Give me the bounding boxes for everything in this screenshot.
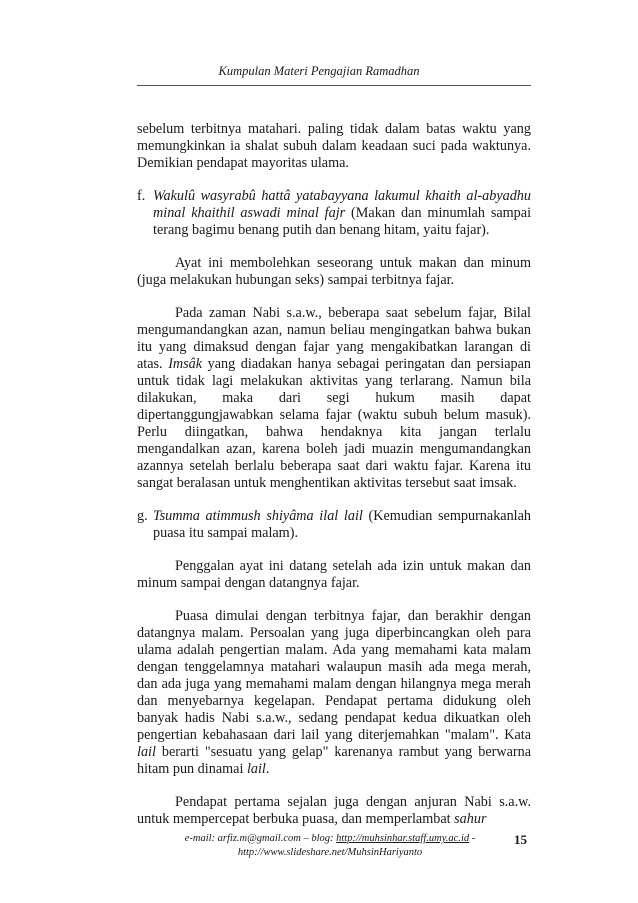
list-item-letter: g. bbox=[137, 508, 148, 524]
sahur-term: sahur bbox=[454, 811, 487, 827]
paragraph: Pada zaman Nabi s.a.w., beberapa saat sebelum fajar, Bilal mengumandangkan azan, namun beliau mengingatkan bahwa bukan itu yang dimaksud dengan fajar yang mengakibatkan larangan di atas. Imsâk yang diadakan hanya sebagai peringatan dan persiapan untuk tidak lagi melakukan aktivitas yang terlarang. Namun bila dilakukan, maka dari segi hukum masih dapat dipertanggungjawabkan selama fajar (waktu subuh belum masuk). Perlu diingatkan, bahwa hendaknya kita jangan terlalu mengandalkan azan, karena boleh jadi muazin mengumandangkan azannya setelah berlalu beberapa saat dari waktu fajar. Karena itu sangat beralasan untuk menghentikan aktivitas tersebut saat imsak. bbox=[137, 305, 531, 491]
paragraph: Ayat ini membolehkan seseorang untuk makan dan minum (juga melakukan hubungan seks) sampai terbitnya fajar. bbox=[137, 255, 531, 288]
blog-link[interactable]: http://muhsinhar.staff.umy.ac.id bbox=[336, 833, 470, 844]
paragraph: Penggalan ayat ini datang setelah ada izin untuk makan dan minum sampai dengan datangnya fajar. bbox=[137, 558, 531, 591]
arabic-transliteration: Wakulû wasyrabû hattâ yatabayyana lakumul khaith al-abyadhu minal khaithil aswadi minal fajr bbox=[153, 188, 531, 221]
list-item-body bbox=[153, 188, 531, 239]
lail-term: lail bbox=[137, 744, 156, 760]
paragraph-continuation: sebelum terbitnya matahari. paling tidak dalam batas waktu yang memungkinkan ia shalat subuh dalam keadaan suci pada waktunya. Demikian pendapat mayoritas ulama. bbox=[137, 121, 531, 171]
page-footer: e-mail: arfiz.m@gmail.com – blog: http://muhsinhar.staff.umy.ac.id - http://www.slideshare.net/MuhsinHariyanto bbox=[184, 833, 476, 858]
list-item-letter: f. bbox=[137, 188, 146, 204]
paragraph: Pendapat pertama sejalan juga dengan anjuran Nabi s.a.w. untuk mempercepat berbuka puasa, dan memperlambat sahur bbox=[137, 794, 531, 827]
lail-term: lail bbox=[246, 761, 266, 777]
translation-text: (Makan dan minumlah sampai terang bagimu benang putih dan benang hitam, yaitu fajar). bbox=[153, 205, 532, 238]
list-item-g bbox=[137, 508, 531, 542]
arabic-transliteration: Tsumma atimmush shiyâma ilal lail bbox=[153, 508, 363, 524]
header-divider bbox=[137, 85, 531, 86]
page-number: 15 bbox=[514, 832, 527, 847]
paragraph: Puasa dimulai dengan terbitnya fajar, dan berakhir dengan datangnya malam. Persoalan yang juga diperbincangkan oleh para ulama adalah pengertian malam. Ada yang memahami kata malam dengan tenggelamnya matahari walaupun masih ada mega merah, dan ada juga yang memahami malam dengan hilangnya mega merah dan menyebarnya kegelapan. Pendapat pertama didukung oleh banyak hadis Nabi s.a.w., sedang pendapat kedua dikuatkan oleh pengertian kebahasaan dari lail yang diterjemahkan "malam". Kata lail berarti "sesuatu yang gelap" karenanya rambut yang berwarna hitam pun dinamai lail. bbox=[137, 608, 531, 777]
imsak-term: Imsâk bbox=[168, 356, 203, 372]
slideshare-link[interactable]: http://www.slideshare.net/MuhsinHariyanto bbox=[237, 847, 423, 858]
list-item-body bbox=[153, 508, 531, 542]
list-item-f bbox=[137, 188, 531, 239]
translation-text: (Kemudian sempurnakanlah puasa itu sampai malam). bbox=[153, 508, 532, 541]
page-header: Kumpulan Materi Pengajian Ramadhan bbox=[218, 64, 420, 78]
page-body bbox=[137, 121, 531, 844]
footer-email: e-mail: arfiz.m@gmail.com bbox=[184, 833, 301, 844]
